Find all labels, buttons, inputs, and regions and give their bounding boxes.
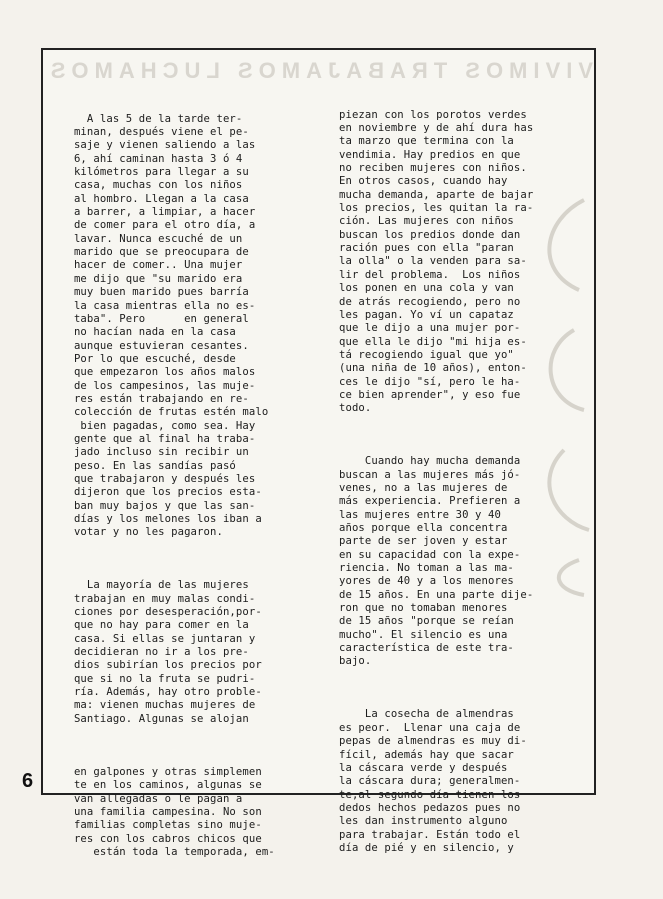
- right-paragraph-3: La cosecha de almendras es peor. Llenar una caja de pepas de almendras es muy di- fícil, además hay que sacar la cáscara verde y después la cáscara dura; generalmen- te,al segundo día tienen los dedos hechos pedazos pues no les dan instrumento alguno para trabajar. Están todo el día de pié y en silencio, y: [339, 708, 527, 854]
- article-frame: [41, 48, 596, 858]
- right-column: [339, 82, 597, 895]
- bleed-through-header-decoration: VIVIMOS TRABAJAMOS LUCHAMOS: [44, 58, 593, 83]
- left-paragraph-2: La mayoría de las mujeres trabajan en muy malas condi- ciones por desesperación,por- que no hay para comer en la casa. Si ellas se juntaran y decidieran no ir a los pre- dios subirían los precios por que si no la fruta se pudri- ría. Además, hay otro proble- ma: vienen muchas mujeres de Santiago. Algunas se alojan: [73, 579, 262, 725]
- left-paragraph-1: A las 5 de la tarde ter- minan, después viene el pe- saje y vienen saliendo a las 6, ahí caminan hasta 3 ó 4 kilómetros para llegar a su casa, muchas con los niños al hombro. Llegan a la casa a barrer, a limpiar, a hacer de comer para el otro día, a lavar. Nunca escuché de un marido que se preocupara de hacer de comer.. Una mujer me dijo que "su marido era muy buen marido pues barría la casa mientras ella no es- taba". Pero en general no hacían nada en la casa aunque estuvieran cesantes. Por lo que escuché, desde que empezaron los años malos de los campesinos, las muje- res están trabajando en re- colección de frutas estén malo bien pagadas, como sea. Hay gente que al final ha traba- jado incluso sin recibir un peso. En las sandías pasó que trabajaron y después les dijeron que los precios esta- ban muy bajos y que las san- días y los melones los iban a votar y no les pagaron.: [73, 112, 269, 539]
- left-paragraph-3: en galpones y otras simplemen te en los caminos, algunas se van allegadas o le pagan a una familia campesina. No son familias completas sino muje- res con los cabros chicos que están toda la temporada, em-: [73, 765, 275, 858]
- page-number: 6: [22, 770, 34, 792]
- left-column: [61, 86, 323, 899]
- right-paragraph-2: Cuando hay mucha demanda buscan a las mujeres más jó- venes, no a las mujeres de más experiencia. Prefieren a las mujeres entre 30 y 40 años porque ella concentra parte de ser joven y estar en su capacidad con la expe- riencia. No toman a las ma- yores de 40 y a los menores de 15 años. En una parte dije- ron que no tomaban menores de 15 años "porque se reían mucho". El silencio es una característica de este tra- bajo.: [339, 455, 534, 668]
- right-paragraph-1: piezan con los porotos verdes en noviembre y de ahí dura has ta marzo que termina con la vendimia. Hay predios en que no reciben mujeres con niños. En otros casos, cuando hay mucha demanda, aparte de bajar los precios, les quitan la ra- ción. Las mujeres con niños buscan los predios donde dan ración pues con ella "paran la olla" o la venden para sa- lir del problema. Los niños los ponen en una cola y van de atrás recogiendo, pero no les pagan. Yo ví un capataz que le dijo a una mujer por- que ella le dijo "mi hija es- tá recogiendo igual que yo" (una niña de 10 años), enton- ces le dijo "sí, pero le ha- ce bien aprender", y eso fue todo.: [339, 108, 534, 415]
